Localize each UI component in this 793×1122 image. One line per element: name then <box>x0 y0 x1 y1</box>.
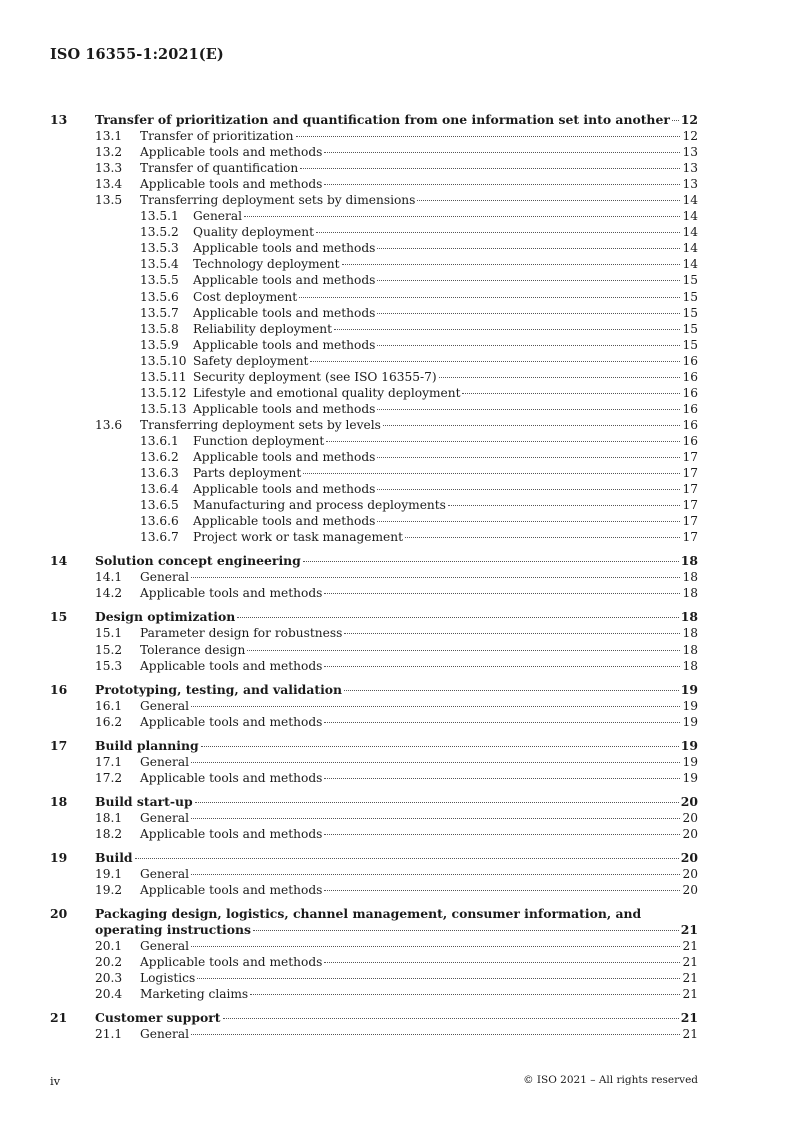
toc-leader-dots <box>324 778 680 779</box>
toc-entry-number: 19.2 <box>95 883 123 898</box>
toc-entry[interactable] <box>50 305 698 321</box>
toc-entry[interactable] <box>50 433 698 449</box>
toc-entry-page: 18 <box>682 586 698 601</box>
toc-entry[interactable] <box>50 585 698 601</box>
toc-entry[interactable] <box>50 625 698 641</box>
toc-entry-title: Project work or task management <box>193 530 403 545</box>
toc-entry-title: Applicable tools and methods <box>140 658 323 673</box>
toc-entry-page: 21 <box>682 987 698 1002</box>
toc-entry-title: Build start-up <box>95 793 193 809</box>
toc-entry-page: 15 <box>682 321 698 336</box>
toc-entry-number: 13.2 <box>95 145 123 160</box>
toc-leader-dots <box>377 345 680 346</box>
toc-entry-title: General <box>193 209 242 224</box>
toc-leader-dots <box>324 890 680 891</box>
toc-entry-page: 19 <box>682 698 698 713</box>
toc-entry-number: 13.5.7 <box>140 305 179 320</box>
toc-leader-dots <box>377 280 680 281</box>
toc-entry[interactable] <box>50 714 698 730</box>
toc-leader-dots <box>135 858 679 859</box>
toc-entry-title: Applicable tools and methods <box>193 449 376 464</box>
toc-entry[interactable] <box>50 938 698 954</box>
toc-entry[interactable] <box>50 642 698 658</box>
toc-entry-page: 18 <box>682 626 698 641</box>
toc-leader-dots <box>344 690 679 691</box>
toc-entry-number: 13.5.10 <box>140 353 187 368</box>
toc-entry-number: 15 <box>50 609 68 625</box>
toc-entry[interactable] <box>50 529 698 545</box>
toc-entry[interactable] <box>50 240 698 256</box>
toc-entry-title: General <box>140 810 189 825</box>
toc-leader-dots <box>342 264 681 265</box>
toc-entry-page: 17 <box>682 466 698 481</box>
toc-entry[interactable] <box>50 481 698 497</box>
toc-entry-title: Technology deployment <box>193 257 340 272</box>
toc-entry-number: 20.2 <box>95 955 123 970</box>
toc-entry-page: 16 <box>682 433 698 448</box>
toc-entry[interactable] <box>50 826 698 842</box>
toc-leader-dots <box>247 650 680 651</box>
toc-entry[interactable] <box>50 224 698 240</box>
toc-leader-dots <box>191 706 680 707</box>
toc-entry[interactable] <box>50 882 698 898</box>
toc-entry[interactable] <box>50 553 698 569</box>
toc-leader-dots <box>253 930 679 931</box>
toc-entry-number: 20 <box>50 906 68 922</box>
toc-entry-title: Reliability deployment <box>193 321 333 336</box>
toc-leader-dots <box>324 962 680 963</box>
toc-entry-number: 17.1 <box>95 754 123 769</box>
toc-entry-page: 17 <box>682 514 698 529</box>
toc-entry-title: Applicable tools and methods <box>140 883 323 898</box>
toc-leader-dots <box>344 633 680 634</box>
toc-leader-dots <box>201 746 679 747</box>
toc-leader-dots <box>462 393 680 394</box>
toc-entry-title: Applicable tools and methods <box>140 955 323 970</box>
toc-entry-number: 18.2 <box>95 826 123 841</box>
toc-leader-dots <box>405 537 680 538</box>
toc-entry-title: General <box>140 867 189 882</box>
toc-entry-number: 20.4 <box>95 987 123 1002</box>
toc-entry[interactable] <box>50 401 698 417</box>
toc-entry-page: 21 <box>680 1010 698 1026</box>
toc-leader-dots <box>324 834 680 835</box>
toc-entry-number: 13.5.8 <box>140 321 179 336</box>
toc-entry-title: Applicable tools and methods <box>193 482 376 497</box>
toc-entry-page: 14 <box>682 257 698 272</box>
toc-entry-page: 19 <box>682 754 698 769</box>
toc-entry-title: Design optimization <box>95 609 236 625</box>
toc-leader-dots <box>448 505 681 506</box>
toc-entry-title: Transferring deployment sets by levels <box>140 417 381 432</box>
toc-entry[interactable] <box>50 160 698 176</box>
toc-entry-title: General <box>140 754 189 769</box>
toc-entry-number: 17 <box>50 737 68 753</box>
toc-entry[interactable] <box>50 850 698 866</box>
toc-entry-number: 13.5.9 <box>140 337 179 352</box>
toc-entry-page: 18 <box>682 570 698 585</box>
toc-entry-number: 21 <box>50 1010 68 1026</box>
toc-leader-dots <box>377 248 680 249</box>
toc-leader-dots <box>237 617 679 618</box>
toc-entry-page: 18 <box>682 642 698 657</box>
toc-entry-page: 19 <box>682 770 698 785</box>
toc-leader-dots <box>377 457 680 458</box>
toc-entry-page: 12 <box>682 129 698 144</box>
toc-entry-number: 16.2 <box>95 714 123 729</box>
toc-entry-page: 13 <box>682 161 698 176</box>
toc-leader-dots <box>324 152 680 153</box>
toc-entry-title: Build planning <box>95 737 199 753</box>
toc-leader-dots <box>250 994 680 995</box>
toc-leader-dots <box>197 978 680 979</box>
toc-leader-dots <box>316 232 680 233</box>
toc-entry-title: General <box>140 570 189 585</box>
toc-entry[interactable] <box>50 658 698 674</box>
toc-entry[interactable] <box>50 337 698 353</box>
toc-entry-number: 21.1 <box>95 1027 123 1042</box>
toc-entry-number: 14.1 <box>95 570 123 585</box>
toc-entry-title: Applicable tools and methods <box>193 514 376 529</box>
toc-leader-dots <box>672 120 679 121</box>
toc-entry[interactable] <box>50 754 698 770</box>
toc-leader-dots <box>324 722 680 723</box>
toc-entry-number: 13.5.12 <box>140 385 187 400</box>
toc-leader-dots <box>383 425 681 426</box>
toc-entry-number: 17.2 <box>95 770 123 785</box>
toc-entry[interactable] <box>50 385 698 401</box>
toc-entry-page: 20 <box>682 810 698 825</box>
toc-entry-title: Lifestyle and emotional quality deployment <box>193 385 461 400</box>
toc-entry-title: Applicable tools and methods <box>140 586 323 601</box>
toc-entry-number: 18 <box>50 793 68 809</box>
toc-entry-title: General <box>140 1027 189 1042</box>
toc-leader-dots <box>300 168 680 169</box>
toc-entry-title: General <box>140 939 189 954</box>
toc-entry-number: 13.5.1 <box>140 209 179 224</box>
toc-leader-dots <box>303 473 680 474</box>
toc-entry-number: 13.6.7 <box>140 530 179 545</box>
toc-entry[interactable] <box>50 810 698 826</box>
toc-entry-page: 16 <box>682 369 698 384</box>
toc-entry[interactable] <box>50 1010 698 1026</box>
toc-leader-dots <box>377 489 680 490</box>
toc-entry-title: Quality deployment <box>193 225 315 240</box>
toc-entry-title: Applicable tools and methods <box>140 770 323 785</box>
toc-entry[interactable] <box>50 970 698 986</box>
toc-leader-dots <box>296 136 681 137</box>
toc-entry[interactable] <box>50 513 698 529</box>
toc-leader-dots <box>324 666 680 667</box>
toc-entry-title: Logistics <box>140 971 196 986</box>
toc-leader-dots <box>191 874 680 875</box>
toc-entry[interactable] <box>50 682 698 698</box>
toc-entry[interactable] <box>50 609 698 625</box>
toc-entry-title: Applicable tools and methods <box>140 145 323 160</box>
toc-entry-page: 14 <box>682 193 698 208</box>
toc-leader-dots <box>191 946 680 947</box>
toc-entry-page: 21 <box>682 955 698 970</box>
toc-entry[interactable] <box>50 738 698 754</box>
toc-entry-page: 20 <box>682 826 698 841</box>
toc-entry[interactable] <box>50 465 698 481</box>
toc-entry[interactable] <box>50 449 698 465</box>
toc-entry-number: 13.6 <box>95 417 123 432</box>
toc-entry[interactable] <box>50 321 698 337</box>
toc-entry-page: 21 <box>680 922 698 938</box>
toc-entry-number: 13.6.3 <box>140 466 179 481</box>
toc-entry-title: Applicable tools and methods <box>140 177 323 192</box>
toc-entry-number: 13.6.4 <box>140 482 179 497</box>
table-of-contents <box>50 112 698 1043</box>
toc-entry-number: 13.5.5 <box>140 273 179 288</box>
toc-entry-page: 20 <box>680 850 698 866</box>
toc-entry-number: 13.4 <box>95 177 123 192</box>
toc-entry-number: 14.2 <box>95 586 123 601</box>
toc-entry-page: 17 <box>682 498 698 513</box>
toc-entry[interactable] <box>50 569 698 585</box>
toc-entry-page: 18 <box>682 658 698 673</box>
toc-entry-number: 14 <box>50 553 68 569</box>
toc-entry-page: 17 <box>682 449 698 464</box>
toc-leader-dots <box>299 297 680 298</box>
toc-entry[interactable] <box>50 906 698 922</box>
toc-entry-number: 19.1 <box>95 867 123 882</box>
toc-entry-page: 20 <box>680 793 698 809</box>
toc-entry-page: 15 <box>682 337 698 352</box>
toc-entry-page: 19 <box>682 714 698 729</box>
toc-entry[interactable] <box>50 192 698 208</box>
toc-entry[interactable] <box>50 144 698 160</box>
toc-leader-dots <box>324 593 680 594</box>
toc-leader-dots <box>303 561 679 562</box>
toc-entry-title: Applicable tools and methods <box>193 241 376 256</box>
toc-leader-dots <box>191 762 680 763</box>
toc-entry-number: 13.1 <box>95 129 123 144</box>
toc-leader-dots <box>439 377 681 378</box>
toc-entry[interactable] <box>50 417 698 433</box>
toc-entry-page: 16 <box>682 401 698 416</box>
toc-entry[interactable] <box>50 208 698 224</box>
toc-entry-number: 19 <box>50 850 68 866</box>
toc-entry-number: 15.1 <box>95 626 123 641</box>
toc-entry-number: 13.5.3 <box>140 241 179 256</box>
toc-entry-number: 13.3 <box>95 161 123 176</box>
toc-entry-number: 18.1 <box>95 810 123 825</box>
toc-entry-title: Applicable tools and methods <box>193 273 376 288</box>
toc-entry-number: 13.5.11 <box>140 369 187 384</box>
toc-entry-title: Transfer of quantification <box>140 161 299 176</box>
toc-entry-page: 20 <box>682 883 698 898</box>
toc-entry-page: 14 <box>682 225 698 240</box>
toc-entry-number: 13.5 <box>95 193 123 208</box>
toc-entry-title: Transfer of prioritization and quantification from one information set into another <box>95 112 670 127</box>
toc-entry-title: Function deployment <box>193 433 325 448</box>
toc-entry-title: Parts deployment <box>193 466 302 481</box>
toc-entry-number: 13.6.6 <box>140 514 179 529</box>
toc-entry-page: 21 <box>682 939 698 954</box>
toc-entry[interactable] <box>50 866 698 882</box>
toc-entry-number: 13.5.6 <box>140 289 179 304</box>
toc-entry-page: 16 <box>682 385 698 400</box>
toc-leader-dots <box>223 1018 679 1019</box>
toc-entry-number: 13.6.1 <box>140 433 179 448</box>
toc-entry[interactable] <box>50 272 698 288</box>
toc-leader-dots <box>326 441 680 442</box>
toc-entry-number: 20.3 <box>95 971 123 986</box>
toc-entry-page: 19 <box>680 737 698 753</box>
toc-entry-title: Security deployment (see ISO 16355-7) <box>193 369 437 384</box>
toc-entry-page: 17 <box>682 530 698 545</box>
toc-entry-number: 13.6.2 <box>140 449 179 464</box>
toc-entry-title: Customer support <box>95 1010 221 1026</box>
toc-leader-dots <box>191 818 680 819</box>
toc-entry-page: 15 <box>682 289 698 304</box>
toc-leader-dots <box>191 1034 680 1035</box>
toc-entry[interactable] <box>50 369 698 385</box>
toc-entry-number: 13.5.2 <box>140 225 179 240</box>
toc-entry-number: 15.2 <box>95 642 123 657</box>
toc-entry-page: 12 <box>680 112 698 127</box>
toc-entry-title: Safety deployment <box>193 353 309 368</box>
toc-entry-number: 16.1 <box>95 698 123 713</box>
toc-entry[interactable] <box>50 176 698 192</box>
toc-entry-title: Marketing claims <box>140 987 249 1002</box>
toc-leader-dots <box>324 184 680 185</box>
toc-entry-title: Cost deployment <box>193 289 298 304</box>
toc-entry-number: 13.6.5 <box>140 498 179 513</box>
toc-leader-dots <box>191 577 680 578</box>
toc-entry[interactable] <box>50 128 698 144</box>
toc-entry[interactable] <box>50 1026 698 1042</box>
toc-entry-title: Transferring deployment sets by dimensions <box>140 193 416 208</box>
toc-entry-page: 19 <box>680 681 698 697</box>
toc-entry-number: 20.1 <box>95 939 123 954</box>
document-id: ISO 16355-1:2021(E) <box>50 46 224 63</box>
toc-entry[interactable] <box>50 112 698 128</box>
toc-entry-page: 20 <box>682 867 698 882</box>
toc-entry-number: 16 <box>50 681 68 697</box>
toc-entry-title: Applicable tools and methods <box>140 826 323 841</box>
toc-entry-title: Parameter design for robustness <box>140 626 343 641</box>
toc-leader-dots <box>377 313 680 314</box>
toc-entry-title: Applicable tools and methods <box>193 401 376 416</box>
toc-entry[interactable] <box>50 256 698 272</box>
toc-entry[interactable] <box>50 770 698 786</box>
toc-entry-title: Applicable tools and methods <box>193 305 376 320</box>
toc-entry-page: 18 <box>680 609 698 625</box>
toc-entry-title-continued: operating instructions <box>95 922 251 938</box>
toc-entry-title: Solution concept engineering <box>95 553 301 569</box>
toc-entry-page: 14 <box>682 209 698 224</box>
toc-entry-title: Applicable tools and methods <box>193 337 376 352</box>
toc-entry[interactable] <box>50 353 698 369</box>
toc-leader-dots <box>417 200 680 201</box>
toc-entry[interactable] <box>50 794 698 810</box>
toc-entry[interactable] <box>50 497 698 513</box>
page-number: iv <box>50 1074 61 1088</box>
toc-entry-page: 17 <box>682 482 698 497</box>
toc-leader-dots <box>377 521 680 522</box>
toc-entry-page: 18 <box>680 553 698 569</box>
toc-leader-dots <box>310 361 680 362</box>
toc-entry[interactable] <box>50 986 698 1002</box>
toc-entry-title: General <box>140 698 189 713</box>
toc-entry-page: 14 <box>682 241 698 256</box>
copyright-notice: © ISO 2021 – All rights reserved <box>523 1074 698 1086</box>
toc-entry-title: Packaging design, logistics, channel management, consumer information, and <box>95 906 642 922</box>
toc-entry-title: Manufacturing and process deployments <box>193 498 446 513</box>
toc-entry-title: Prototyping, testing, and validation <box>95 681 343 697</box>
toc-leader-dots <box>195 802 679 803</box>
toc-entry-page: 15 <box>682 305 698 320</box>
toc-entry-title: Transfer of prioritization <box>140 129 294 144</box>
toc-entry-page: 15 <box>682 273 698 288</box>
toc-entry-page: 16 <box>682 417 698 432</box>
toc-leader-dots <box>244 216 680 217</box>
toc-entry-page: 13 <box>682 177 698 192</box>
toc-leader-dots <box>334 329 680 330</box>
toc-entry-title: Applicable tools and methods <box>140 714 323 729</box>
toc-entry-page: 21 <box>682 1027 698 1042</box>
toc-entry[interactable] <box>50 289 698 305</box>
toc-entry[interactable] <box>50 698 698 714</box>
toc-entry-number: 13 <box>50 112 68 127</box>
toc-entry-number: 15.3 <box>95 658 123 673</box>
toc-entry[interactable] <box>50 954 698 970</box>
toc-entry-page: 16 <box>682 353 698 368</box>
toc-entry-continuation[interactable] <box>50 922 698 938</box>
toc-entry-number: 13.5.13 <box>140 401 187 416</box>
toc-leader-dots <box>377 409 680 410</box>
toc-entry-title: Build <box>95 850 133 866</box>
toc-entry-page: 13 <box>682 145 698 160</box>
toc-entry-title: Tolerance design <box>140 642 246 657</box>
toc-entry-number: 13.5.4 <box>140 257 179 272</box>
toc-entry-page: 21 <box>682 971 698 986</box>
